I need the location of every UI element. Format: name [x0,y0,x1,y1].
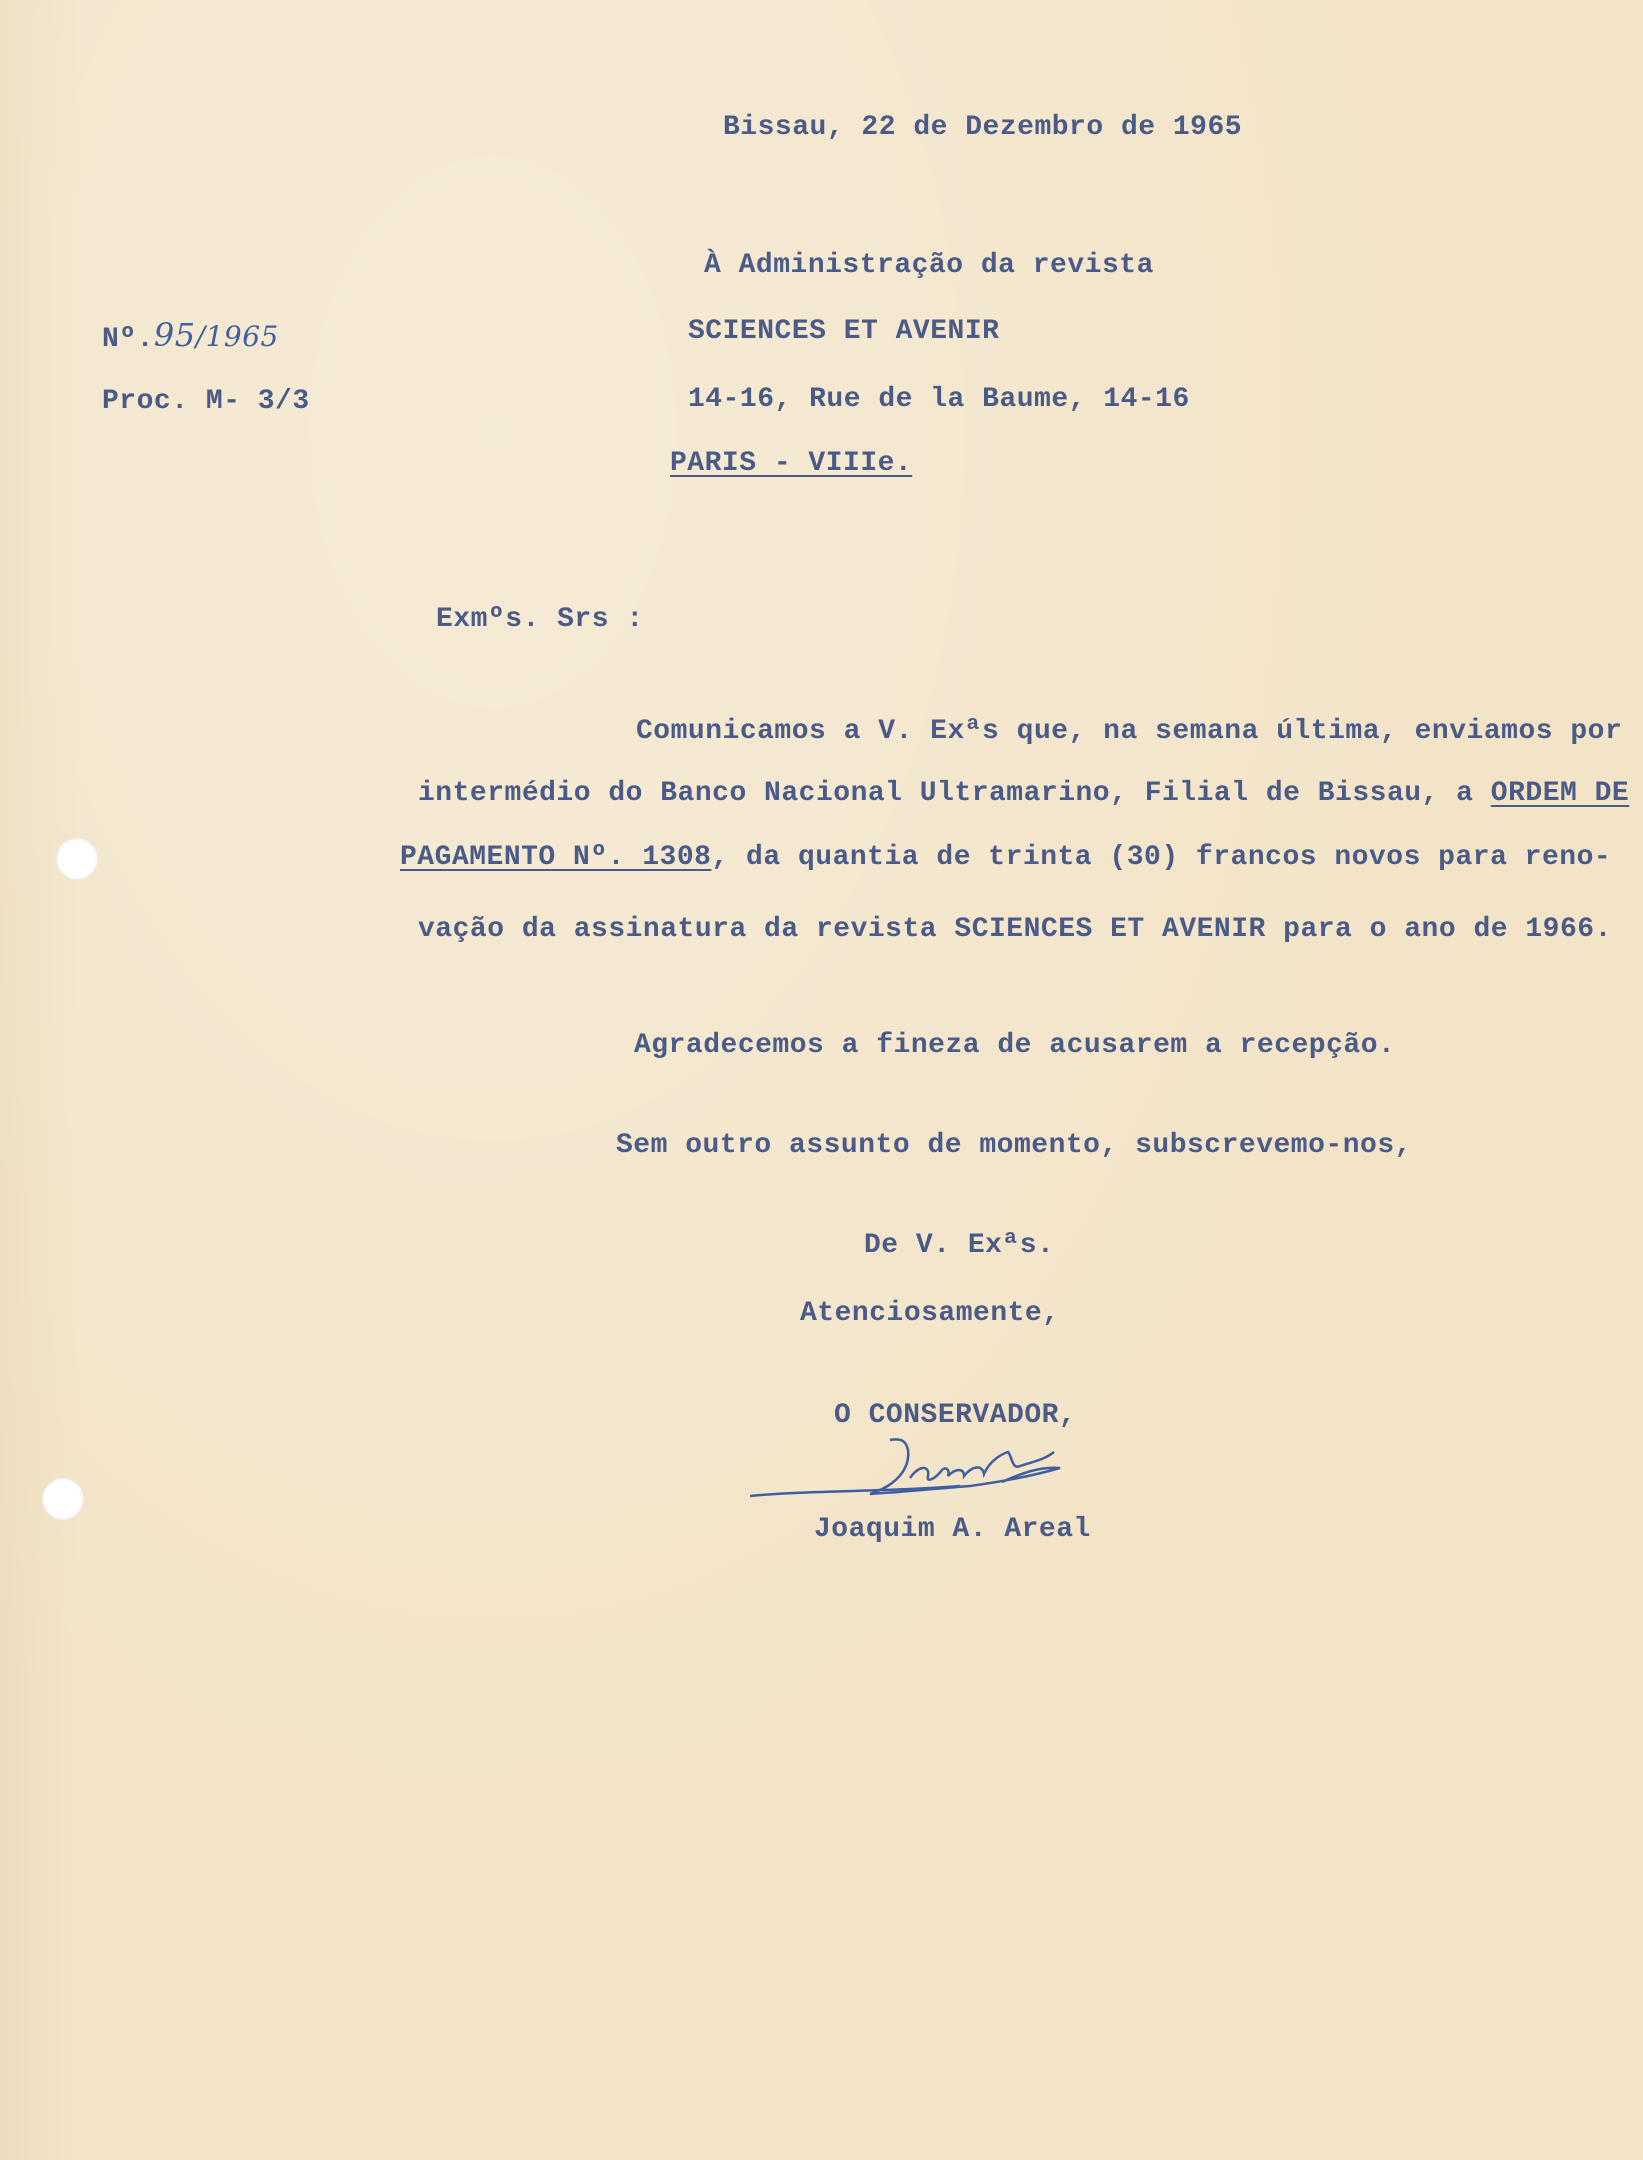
reference-handwritten-number: 95 [153,316,196,354]
body-paragraph-1-line-4: vação da assinatura da revista SCIENCES ET AVENIR para o ano de 1966. [418,914,1612,945]
reference-number [102,316,279,355]
body-paragraph-2: Agradecemos a fineza de acusarem a recepção. [634,1030,1396,1061]
punch-hole-bottom [42,1478,84,1520]
reference-prefix: Nº. [102,324,154,355]
signature [750,1430,1080,1520]
signatory-name: Joaquim A. Areal [814,1514,1091,1545]
date-line: Bissau, 22 de Dezembro de 1965 [723,112,1243,143]
recipient-line-1: À Administração da revista [704,250,1154,281]
body-paragraph-3: Sem outro assunto de momento, subscrevemo-nos, [616,1130,1412,1161]
closing-line-2: Atenciosamente, [800,1298,1060,1329]
recipient-line-4: PARIS - VIIIe. [670,448,913,479]
closing-line-1: De V. Exªs. [864,1230,1055,1261]
body-paragraph-1-line-2-text: intermédio do Banco Nacional Ultramarino, Filial de Bissau, a [418,778,1491,809]
salutation: Exmºs. Srs : [436,604,644,635]
process-number: Proc. M- 3/3 [102,386,310,417]
recipient-line-3: 14-16, Rue de la Baume, 14-16 [688,384,1190,415]
payment-order-label: ORDEM DE [1490,778,1630,809]
payment-order-number: PAGAMENTO Nº. 1308 [400,842,712,873]
recipient-line-2: SCIENCES ET AVENIR [688,316,1000,347]
body-paragraph-1-line-1: Comunicamos a V. Exªs que, na semana última, enviamos por [636,716,1623,747]
body-paragraph-1-line-3 [400,842,1611,873]
body-paragraph-1-line-2 [418,778,1629,809]
signatory-title: O CONSERVADOR, [834,1400,1077,1431]
body-paragraph-1-line-3-text: , da quantia de trinta (30) francos novos para reno- [711,842,1612,873]
punch-hole-top [56,838,98,880]
reference-year: /1965 [195,320,279,353]
